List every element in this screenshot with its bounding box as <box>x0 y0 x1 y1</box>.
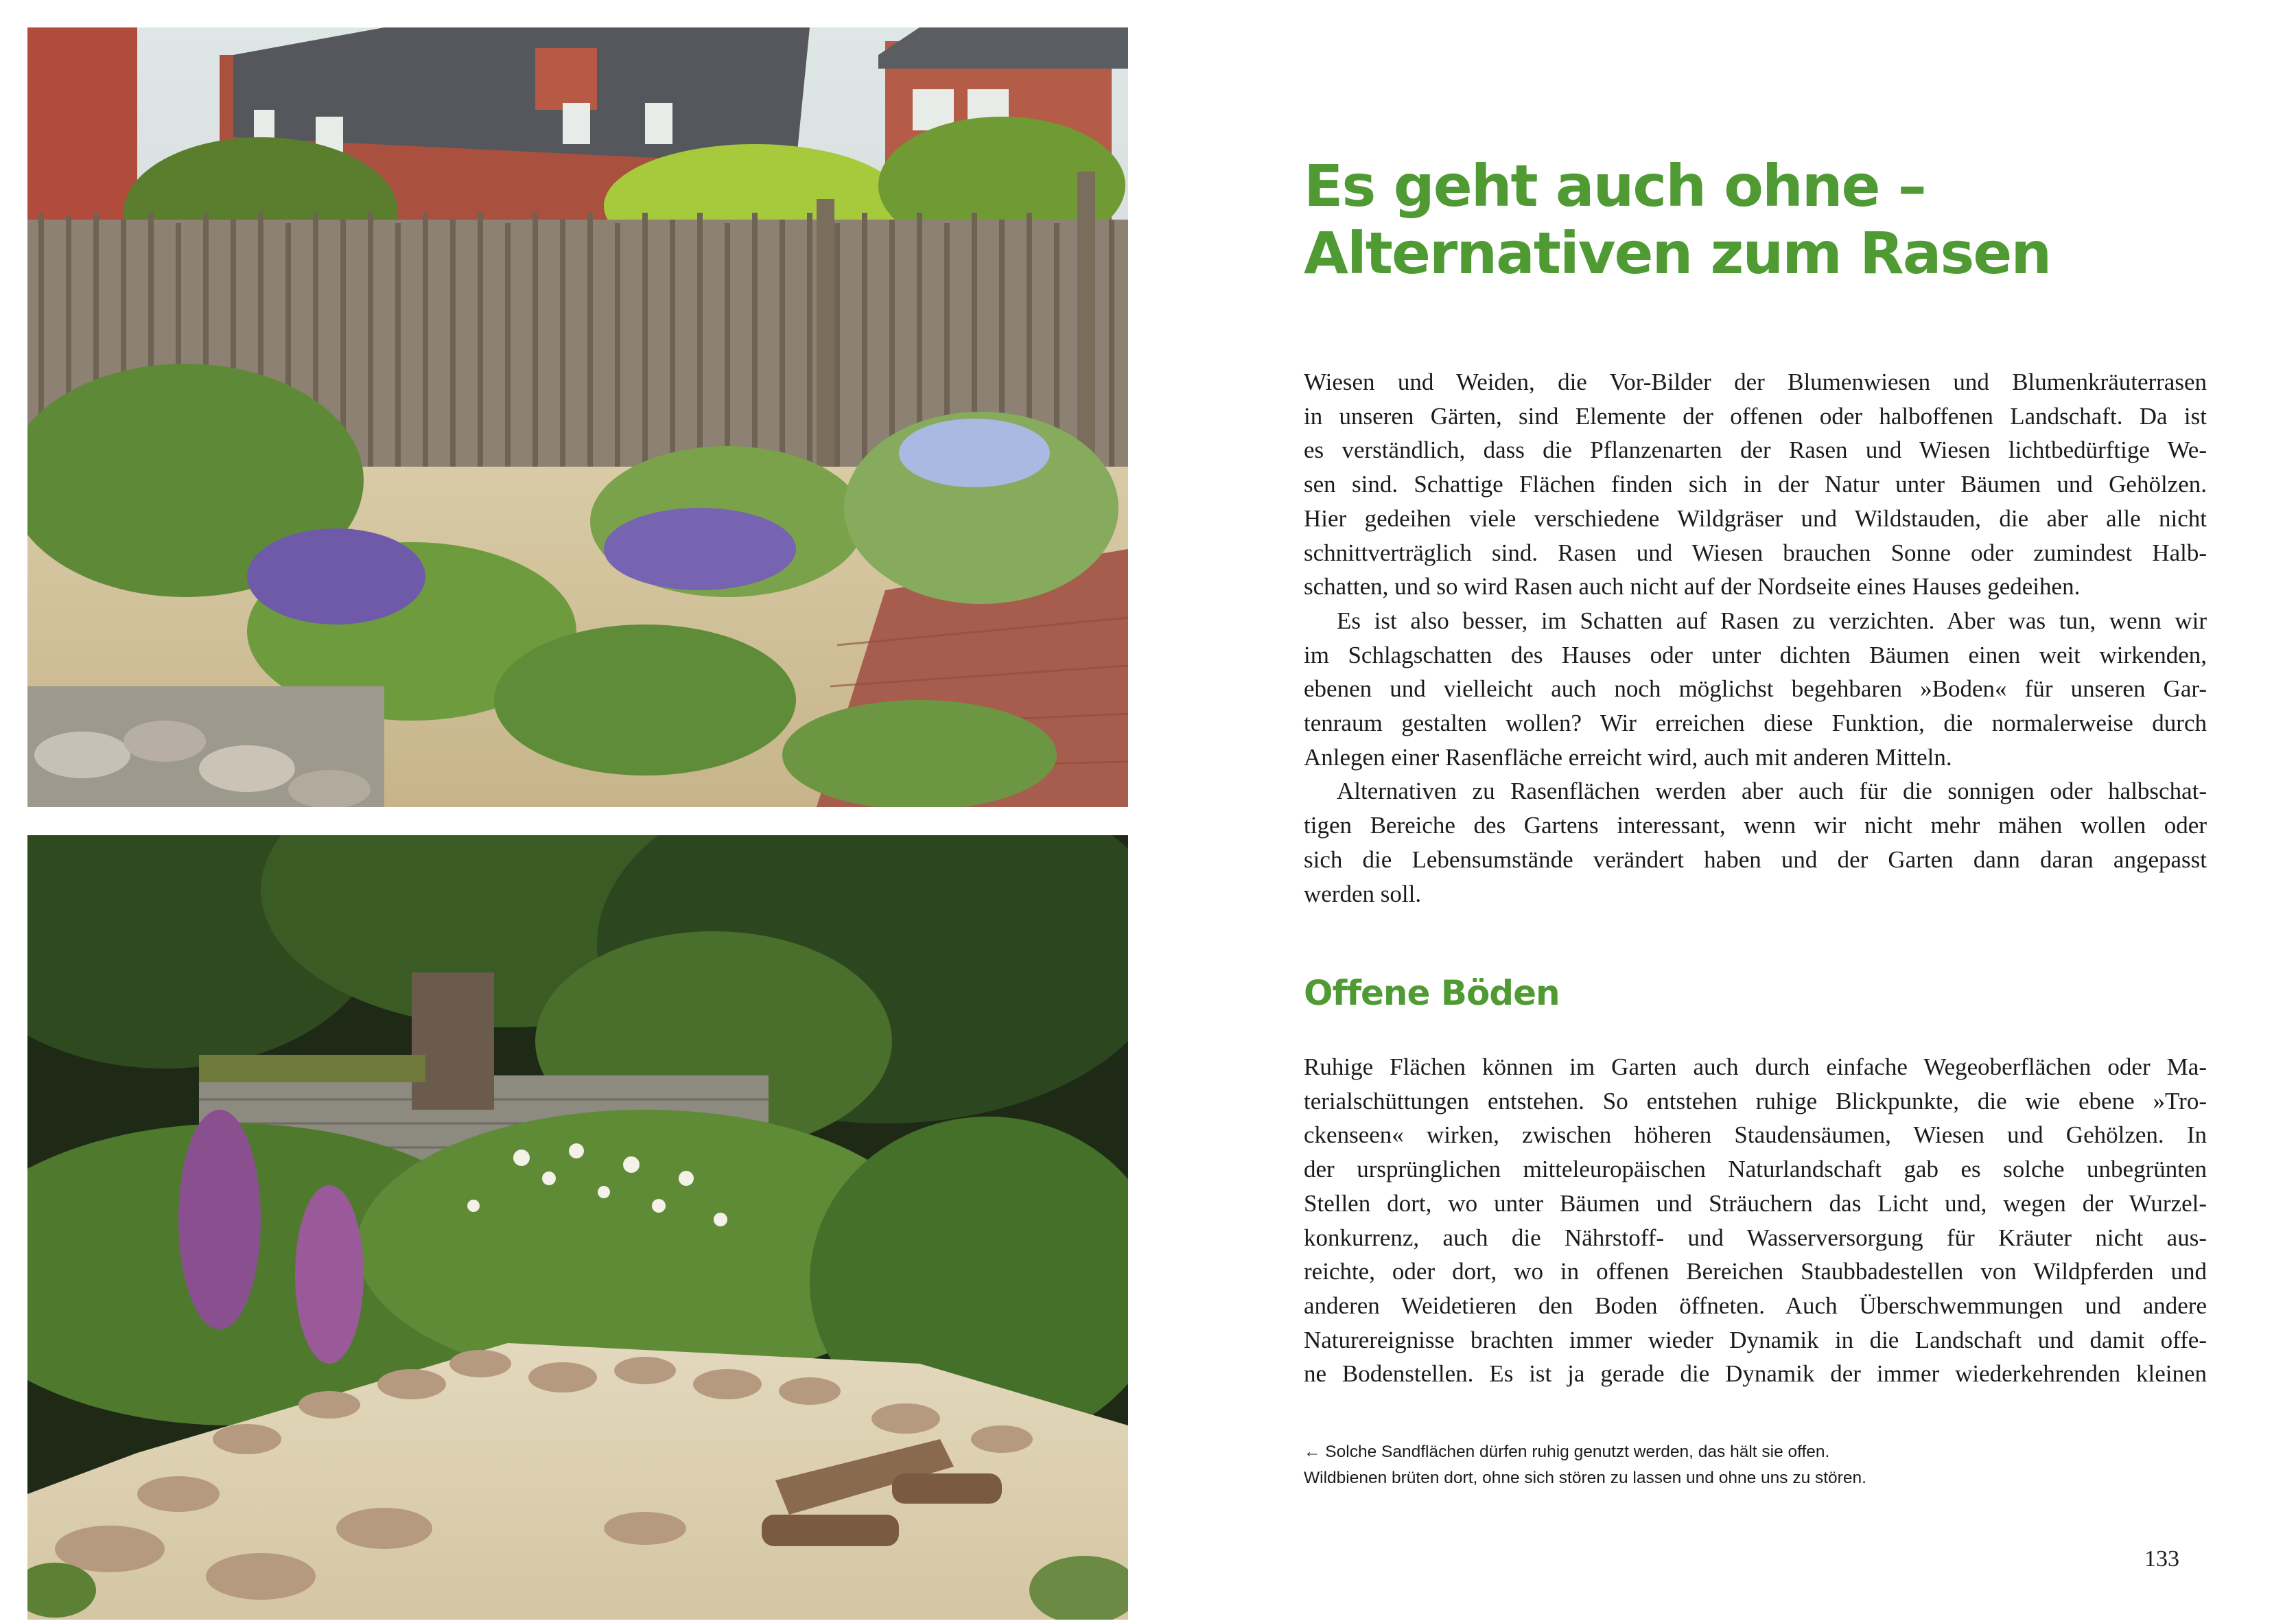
body-line: Stellen dort, wo unter Bäumen und Sträuchern das Licht und, wegen der Wurzel- <box>1304 1189 2207 1217</box>
body-line: es verständlich, dass die Pflanzenarten der Rasen und Wiesen lichtbedürftige We- <box>1304 436 2207 464</box>
body-line: Naturereignisse brachten immer wieder Dynamik in die Landschaft und damit offe- <box>1304 1326 2207 1353</box>
body-line: tigen Bereiche des Gartens interessant, wenn wir nicht mehr mähen wollen oder <box>1304 812 2207 839</box>
garden-photo-fence <box>27 27 1128 807</box>
body-line: ne Bodenstellen. Es ist ja gerade die Dynamik der immer wiederkehrenden kleinen <box>1304 1360 2207 1388</box>
body-line: sen sind. Schattige Flächen finden sich in der Natur unter Bäumen und Gehölzen. <box>1304 471 2207 498</box>
body-line: Alternativen zu Rasenflächen werden aber auch für die sonnigen oder halbschat- <box>1337 778 2207 805</box>
body-line: Wiesen und Weiden, die Vor-Bilder der Blumenwiesen und Blumenkräuterrasen <box>1304 369 2207 395</box>
body-line: in unseren Gärten, sind Elemente der offenen oder halboffenen Landschaft. Da ist <box>1304 402 2207 430</box>
body-line: im Schlagschatten des Hauses oder unter dichten Bäumen einen weit wirkenden, <box>1304 641 2207 668</box>
sand-area-photo <box>27 835 1128 1620</box>
page-title <box>1304 152 2207 287</box>
body-line: Ruhige Flächen können im Garten auch durch einfache Wegeoberflächen oder Ma- <box>1304 1053 2207 1080</box>
body-line: der ursprünglichen mitteleuropäischen Naturlandschaft gab es solche unbegrünten <box>1304 1156 2207 1183</box>
body-line: Es ist also besser, im Schatten auf Rasen zu verzichten. Aber was tun, wenn wir <box>1337 607 2207 634</box>
body-line: schnittverträglich sind. Rasen und Wiesen brauchen Sonne oder zumindest Halb- <box>1304 539 2207 566</box>
body-line: Anlegen einer Rasenfläche erreicht wird, auch mit anderen Mitteln. <box>1304 743 1952 771</box>
garden-photo-fence-image <box>27 27 1128 807</box>
page-title-line-1: Es geht auch ohne – <box>1304 152 1925 220</box>
body-line: tenraum gestalten wollen? Wir erreichen diese Funktion, die normalerweise durch <box>1304 710 2207 737</box>
body-line: terialschüttungen entstehen. So entstehen ruhige Blickpunkte, die wie ebene »Tro- <box>1304 1087 2207 1115</box>
photo-caption-line-1: ← Solche Sandflächen dürfen ruhig genutzt werden, das hält sie offen. <box>1304 1443 1830 1461</box>
section-heading: Offene Böden <box>1304 973 1560 1013</box>
body-line: konkurrenz, auch die Nährstoff- und Wasserversorgung für Kräuter nicht aus- <box>1304 1224 2207 1251</box>
body-line: schatten, und so wird Rasen auch nicht auf der Nordseite eines Hauses gedeihen. <box>1304 573 2081 600</box>
body-line: reichte, oder dort, wo in offenen Bereichen Staubbadestellen von Wildpferden und <box>1304 1258 2207 1285</box>
page-number: 133 <box>2144 1546 2179 1572</box>
body-line: werden soll. <box>1304 880 1422 907</box>
body-line: ebenen und vielleicht auch noch möglichst begehbaren »Boden« für unseren Gar- <box>1304 675 2207 703</box>
sand-area-photo-image <box>27 835 1128 1620</box>
photo-caption <box>1304 1439 2207 1491</box>
body-text-main <box>1304 365 2207 911</box>
page-title-line-2: Alternativen zum Rasen <box>1304 220 2051 287</box>
body-line: sich die Lebensumstände verändert haben und der Garten dann daran angepasst <box>1304 846 2207 873</box>
body-line: Hier gedeihen viele verschiedene Wildgräser und Wildstauden, die aber alle nicht <box>1304 504 2207 532</box>
body-line: anderen Weidetieren den Boden öffneten. Auch Überschwemmungen und andere <box>1304 1292 2207 1319</box>
photo-caption-line-2: Wildbienen brüten dort, ohne sich stören zu lassen und ohne uns zu stören. <box>1304 1469 1866 1487</box>
body-line: ckenseen« wirken, zwischen höheren Staudensäumen, Wiesen und Gehölzen. In <box>1304 1121 2207 1149</box>
body-text-section <box>1304 1050 2207 1391</box>
